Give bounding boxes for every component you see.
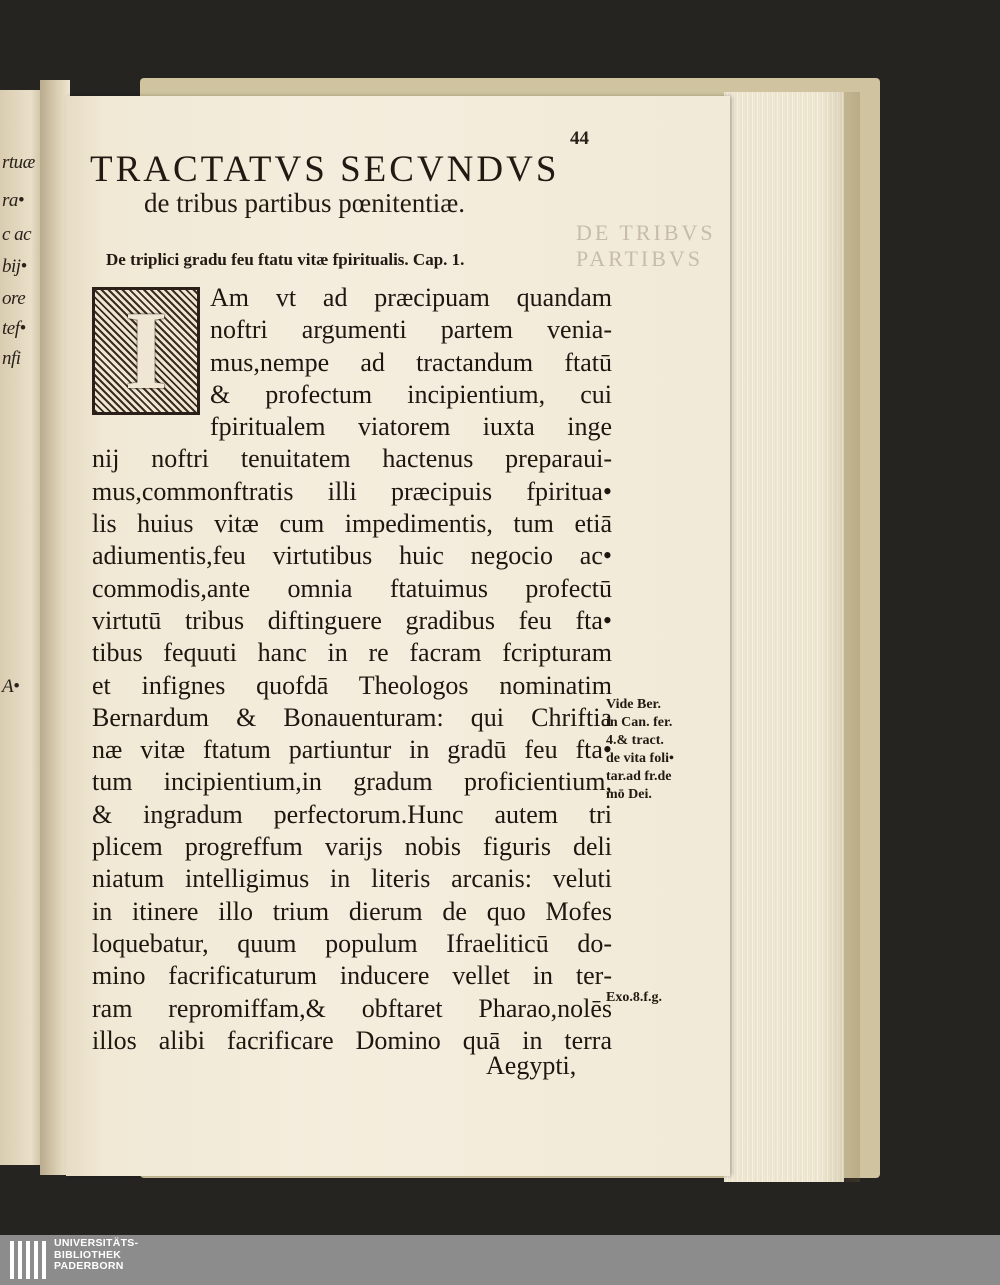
text-line: & profectum incipientium, cui — [210, 379, 612, 409]
page-block-shade — [820, 92, 860, 1182]
text-line: mino facrificaturum inducere vellet in ter‐ — [92, 961, 612, 991]
marginal-note-line: 4.& tract. — [606, 733, 664, 748]
text-line: næ vitæ ftatum partiuntur in gradū feu fta• — [92, 735, 612, 765]
text-line: nij noftri tenuitatem hactenus preparaui‐ — [92, 444, 612, 474]
marginal-note-line: mō Dei. — [606, 787, 652, 802]
logo-line: PADERBORN — [54, 1260, 124, 1272]
text-line: et infignes quofdā Theologos nominatim — [92, 670, 612, 700]
marginal-note-line: tar.ad fr.de — [606, 769, 672, 784]
catchword: Aegypti, — [486, 1051, 577, 1080]
text-line: loquebatur, quum populum Ifraeliticū do‐ — [92, 928, 612, 958]
body-text — [92, 282, 612, 1057]
text-line: adiumentis,feu virtutibus huic negocio ac• — [92, 541, 612, 571]
bleed-through-text: DE TRIBVS PARTIBVS — [576, 220, 716, 271]
logo-line: BIBLIOTHEK — [54, 1248, 122, 1261]
left-page-fragment: c ac — [2, 224, 32, 245]
left-page-fragment: tef• — [2, 318, 26, 339]
marginal-note-line: in Can. fer. — [606, 715, 673, 730]
logo-line: UNIVERSITÄTS- — [54, 1237, 139, 1249]
title-line-1: TRACTATVS SECVNDVS — [90, 149, 560, 190]
footer-bar — [0, 1235, 1000, 1285]
text-line: plicem progreffum varijs nobis figuris deli — [92, 832, 612, 862]
text-line: illos alibi facrificare Domino quā in terra — [92, 1025, 612, 1055]
left-page-fragment: ore — [2, 288, 26, 309]
marginal-note-line: de vita foli• — [606, 751, 674, 766]
library-logo-text — [54, 1238, 138, 1273]
text-line: mus,nempe ad tractandum ftatū — [210, 347, 612, 377]
chapter-heading: De triplici gradu feu ftatu vitæ fpiritualis. Cap. 1. — [106, 250, 465, 269]
text-line: & ingradum perfectorum.Hunc autem tri — [92, 799, 612, 829]
title-line-2: de tribus partibus pœnitentiæ. — [144, 188, 465, 218]
left-page-fragment: nfi — [2, 348, 21, 369]
left-page-fragment: A• — [2, 676, 20, 697]
right-page — [66, 96, 730, 1176]
left-page-fragment: bij• — [2, 256, 27, 277]
left-page-fragment: rtuæ — [2, 152, 35, 173]
text-line: virtutū tribus diftinguere gradibus feu fta• — [92, 605, 612, 635]
text-line: lis huius vitæ cum impedimentis, tum etiā — [92, 509, 612, 539]
text-line: fpiritualem viatorem iuxta inge — [210, 412, 612, 442]
initial-letter: I — [124, 289, 168, 413]
text-line: commodis,ante omnia ftatuimus profectū — [92, 573, 612, 603]
text-line: Bernardum & Bonauenturam: qui Chriftia — [92, 702, 612, 732]
text-line: niatum intelligimus in literis arcanis: veluti — [92, 864, 612, 894]
marginal-note-reference — [606, 696, 674, 804]
text-line: tum incipientium,in gradum proficientium, — [92, 767, 612, 797]
library-logo-icon — [10, 1241, 46, 1279]
text-line: noftri argumenti partem venia‐ — [210, 315, 612, 345]
text-line: ram repromiffam,& obftaret Pharao,nolēs — [92, 993, 612, 1023]
marginal-note-exodus: Exo.8.f.g. — [606, 990, 662, 1005]
text-line: in itinere illo trium dierum de quo Mofes — [92, 896, 612, 926]
left-page-fragment: ra• — [2, 190, 25, 211]
left-page-edge — [0, 90, 44, 1165]
text-line: tibus fequuti hanc in re facram fcripturam — [92, 638, 612, 668]
marginal-note-line: Vide Ber. — [606, 697, 661, 712]
text-line: Am vt ad præcipuam quandam — [210, 283, 612, 312]
page-number: 44 — [570, 128, 589, 149]
text-line: mus,commonftratis illi præcipuis fpiritua• — [92, 476, 612, 506]
